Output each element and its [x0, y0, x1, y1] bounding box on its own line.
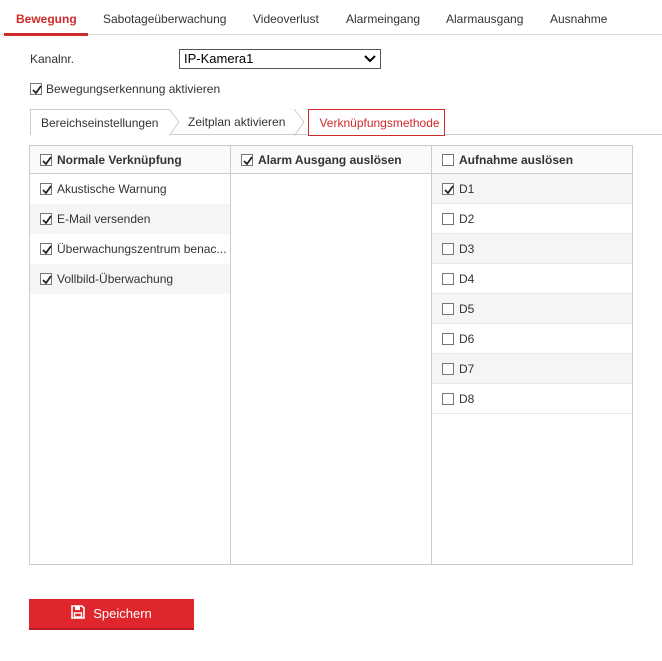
trigger-recording-header-label: Aufnahme auslösen	[459, 153, 574, 167]
tab-separator-icon	[168, 109, 180, 136]
trigger-recording-header	[432, 146, 632, 174]
check-icon	[41, 214, 53, 226]
record-d1-checkbox[interactable]	[442, 183, 454, 195]
channel-select[interactable]	[179, 49, 381, 69]
channel-label: Kanalnr.	[30, 52, 75, 66]
check-icon	[41, 155, 53, 167]
list-item	[30, 174, 230, 204]
table-row	[432, 174, 632, 204]
trigger-recording-column	[432, 146, 632, 564]
record-d7-checkbox[interactable]	[442, 363, 454, 375]
table-row	[432, 294, 632, 324]
save-button-label: Speichern	[93, 606, 152, 621]
check-icon	[41, 184, 53, 196]
list-item-label: Akustische Warnung	[57, 182, 167, 196]
table-row	[432, 354, 632, 384]
fullscreen-monitoring-checkbox[interactable]	[40, 273, 52, 285]
tab-sabotage[interactable]: Sabotageüberwachung	[103, 12, 227, 26]
check-icon	[443, 184, 455, 196]
list-item	[30, 264, 230, 294]
check-icon	[242, 155, 254, 167]
alarm-output-column	[231, 146, 432, 564]
check-icon	[31, 84, 43, 96]
record-d8-checkbox[interactable]	[442, 393, 454, 405]
record-channel-label: D6	[459, 332, 475, 346]
record-channel-label: D5	[459, 302, 475, 316]
save-button[interactable]	[29, 599, 194, 630]
tab-separator-icon	[293, 109, 305, 136]
tab-alarmeingang[interactable]: Alarmeingang	[346, 12, 421, 26]
tab-ausnahme[interactable]: Ausnahme	[550, 12, 608, 26]
tab-alarmausgang[interactable]: Alarmausgang	[446, 12, 524, 26]
notify-center-checkbox[interactable]	[40, 243, 52, 255]
list-item-label: Überwachungszentrum benac...	[57, 242, 227, 256]
table-row	[432, 264, 632, 294]
send-email-checkbox[interactable]	[40, 213, 52, 225]
linkage-panel	[29, 145, 633, 565]
floppy-disk-icon	[71, 605, 85, 622]
record-channel-label: D1	[459, 182, 475, 196]
normal-linkage-all-checkbox[interactable]	[40, 154, 52, 166]
chevron-down-icon	[363, 53, 377, 65]
alarm-output-header	[231, 146, 431, 174]
record-d6-checkbox[interactable]	[442, 333, 454, 345]
normal-linkage-header	[30, 146, 230, 174]
enable-motion-checkbox[interactable]	[30, 83, 42, 95]
table-row	[432, 324, 632, 354]
normal-linkage-header-label: Normale Verknüpfung	[57, 153, 182, 167]
list-item-label: Vollbild-Überwachung	[57, 272, 174, 286]
table-row	[432, 234, 632, 264]
record-d2-checkbox[interactable]	[442, 213, 454, 225]
list-item	[30, 204, 230, 234]
record-d4-checkbox[interactable]	[442, 273, 454, 285]
enable-motion-label: Bewegungserkennung aktivieren	[46, 82, 221, 96]
record-channel-label: D7	[459, 362, 475, 376]
enable-motion-row	[30, 82, 220, 96]
table-row	[432, 384, 632, 414]
record-channel-label: D3	[459, 242, 475, 256]
subtab-verknuepfungsmethode[interactable]: Verknüpfungsmethode	[308, 109, 445, 136]
list-item	[30, 234, 230, 264]
table-row	[432, 204, 632, 234]
record-channel-label: D4	[459, 272, 475, 286]
sub-tab-bar	[30, 109, 662, 135]
alarm-output-header-label: Alarm Ausgang auslösen	[258, 153, 402, 167]
channel-select-value: IP-Kamera1	[184, 51, 254, 66]
subtab-zeitplan[interactable]: Zeitplan aktivieren	[188, 115, 286, 129]
alarm-output-all-checkbox[interactable]	[241, 154, 253, 166]
active-tab-indicator	[4, 33, 88, 36]
trigger-recording-all-checkbox[interactable]	[442, 154, 454, 166]
list-item-label: E-Mail versenden	[57, 212, 151, 226]
record-channel-label: D8	[459, 392, 475, 406]
tab-bewegung[interactable]: Bewegung	[16, 12, 77, 26]
record-channel-label: D2	[459, 212, 475, 226]
record-d5-checkbox[interactable]	[442, 303, 454, 315]
normal-linkage-column	[30, 146, 231, 564]
top-tab-bar	[0, 0, 662, 35]
check-icon	[41, 244, 53, 256]
check-icon	[41, 274, 53, 286]
tab-videoverlust[interactable]: Videoverlust	[253, 12, 319, 26]
record-d3-checkbox[interactable]	[442, 243, 454, 255]
subtab-bereichseinstellungen[interactable]: Bereichseinstellungen	[30, 109, 170, 135]
audible-warning-checkbox[interactable]	[40, 183, 52, 195]
